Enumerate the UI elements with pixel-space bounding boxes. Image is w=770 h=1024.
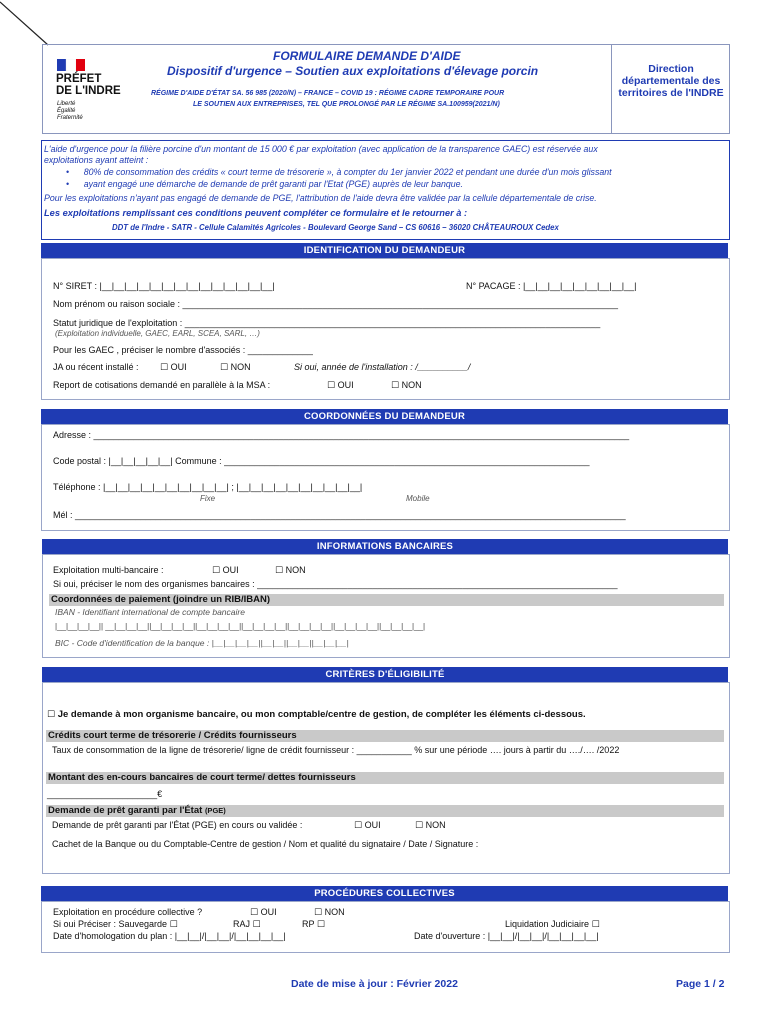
pge-title: Demande de prêt garanti par l'État (PGE) [46, 805, 724, 817]
ouverture-field[interactable]: Date d'ouverture : |__|__|/|__|__|/|__|__|__|__| [414, 931, 599, 941]
checkbox-icon[interactable]: ☐ [354, 821, 363, 831]
taux-field[interactable]: Taux de consommation de la ligne de trésorerie/ ligne de crédit fournisseur : ___________ % sur une période …. jours à partir du …./…. /2022 [52, 745, 620, 755]
regime-line-2: LE SOUTIEN AUX ENTREPRISES, TEL QUE PROLONGÉ PAR LE RÉGIME SA.100959(2021/N) [193, 101, 500, 108]
liquidation-checkbox[interactable]: Liquidation Judiciaire ☐ [505, 919, 600, 930]
logo-motto: Liberté Égalité Fraternité [57, 101, 83, 121]
procedure-oui-checkbox[interactable]: ☐ OUI [250, 907, 277, 918]
statut-hint: (Exploitation individuelle, GAEC, EARL, SCEA, SARL, …) [55, 329, 260, 338]
adresse-field[interactable]: Adresse : ___________________________________________________________________________________________________________ [53, 430, 630, 440]
marianne-logo [57, 59, 85, 71]
rp-checkbox[interactable]: RP ☐ [302, 919, 325, 930]
intro-address: DDT de l'Indre - SATR - Cellule Calamités Agricoles - Boulevard George Sand – CS 60616 – 36020 CHÂTEAUROUX Cedex [112, 223, 559, 232]
pacage-field[interactable]: N° PACAGE : |__|__|__|__|__|__|__|__|__| [466, 281, 637, 291]
gaec-field[interactable]: Pour les GAEC , préciser le nombre d'associés : _____________ [53, 345, 313, 355]
logo-prefet: PRÉFET [56, 73, 102, 85]
identification-header: IDENTIFICATION DU DEMANDEUR [41, 243, 728, 258]
code-postal-field[interactable]: Code postal : |__|__|__|__|__| Commune : _________________________________________________________________________ [53, 456, 590, 466]
checkbox-icon[interactable]: ☐ [275, 566, 284, 576]
siret-field[interactable]: N° SIRET : |__|__|__|__|__|__|__|__|__|__|__|__|__|__| [53, 281, 275, 291]
homologation-field[interactable]: Date d'homologation du plan : |__|__|/|__|__|/|__|__|__|__| [53, 931, 286, 941]
multi-label: Exploitation multi-bancaire : [53, 565, 164, 575]
annee-installation[interactable]: Si oui, année de l'installation : /__________/ [294, 362, 471, 372]
montant-title: Montant des en-cours bancaires de court terme/ dettes fournisseurs [46, 772, 724, 784]
direction-label: Direction départementale des territoires de l'INDRE [618, 63, 724, 99]
ja-non-checkbox[interactable]: ☐ NON [220, 362, 251, 373]
checkbox-icon[interactable]: ☐ [220, 363, 229, 373]
coordonnees-header: COORDONNÉES DU DEMANDEUR [41, 409, 728, 424]
header-divider [611, 45, 612, 133]
checkbox-icon[interactable]: ☐ [169, 920, 178, 930]
bullet-2: • ayant engagé une démarche de demande de prêt garanti par l'Etat (PGE) auprès de leur banque. [66, 179, 463, 189]
bullet-1: • 80% de consommation des crédits « court terme de trésorerie », à compter du 1er janvier 2022 et pendant une durée d'un mois glissant [66, 167, 612, 177]
intro-line-4: Les exploitations remplissant ces conditions peuvent compléter ce formulaire et le retourner à : [44, 208, 468, 218]
criteres-header: CRITÈRES D'ÉLIGIBILITÉ [42, 667, 728, 682]
checkbox-icon[interactable]: ☐ [327, 381, 336, 391]
checkbox-icon[interactable]: ☐ [160, 363, 169, 373]
iban-label: IBAN - Identifiant international de compte bancaire [55, 607, 245, 617]
iban-field[interactable]: |__|__|__|__|| __|__|__|__||__|__|__|__||__|__|__|__||__|__|__|__||__|__|__|__||__|__|__|__||__|__|__|__| [55, 622, 426, 631]
multi-oui-checkbox[interactable]: ☐ OUI [212, 565, 239, 576]
intro-line-3: Pour les exploitations n'ayant pas engagé de demande de PGE, l'attribution de l'aide devra être validée par la cellule départementale de crise. [44, 193, 597, 203]
bic-field[interactable]: BIC - Code d'identification de la banque : |__|__|__|__||__|__||__|__||__|__|__| [55, 638, 349, 648]
pge-label: Demande de prêt garanti par l'État (PGE) en cours ou validée : [52, 820, 303, 830]
cachet-label: Cachet de la Banque ou du Comptable-Centre de gestion / Nom et qualité du signataire / Date / Signature : [52, 839, 479, 849]
intro-box [41, 140, 730, 240]
pge-non-checkbox[interactable]: ☐ NON [415, 820, 446, 831]
checkbox-icon[interactable]: ☐ [391, 381, 400, 391]
footer-date: Date de mise à jour : Février 2022 [291, 978, 458, 990]
header-box [42, 44, 730, 134]
mobile-label: Mobile [406, 494, 430, 503]
regime-line-1: RÉGIME D'AIDE D'ÉTAT SA. 56 985 (2020/N) – FRANCE – COVID 19 : RÉGIME CADRE TEMPORAIRE POUR [151, 90, 505, 97]
ja-label: JA ou récent installé : [53, 362, 139, 372]
checkbox-icon[interactable]: ☐ [316, 920, 325, 930]
sauvegarde-checkbox[interactable]: Si oui Préciser : Sauvegarde ☐ [53, 919, 178, 930]
msa-oui-checkbox[interactable]: ☐ OUI [327, 380, 354, 391]
raj-checkbox[interactable]: RAJ ☐ [233, 919, 261, 930]
checkbox-icon[interactable]: ☐ [591, 920, 600, 930]
intro-line-2: exploitations ayant atteint : [44, 155, 149, 165]
form-title: FORMULAIRE DEMANDE D'AIDE [273, 49, 461, 63]
footer-page: Page 1 / 2 [676, 978, 725, 990]
nom-field[interactable]: Nom prénom ou raison sociale : _______________________________________________________________________________________ [53, 299, 619, 309]
checkbox-icon[interactable]: ☐ [212, 566, 221, 576]
bancaires-header: INFORMATIONS BANCAIRES [42, 539, 728, 554]
procedures-header: PROCÉDURES COLLECTIVES [41, 886, 728, 901]
ja-oui-checkbox[interactable]: ☐ OUI [160, 362, 187, 373]
mel-field[interactable]: Mél : ______________________________________________________________________________________________________________ [53, 510, 626, 520]
form-subtitle: Dispositif d'urgence – Soutien aux exploitations d'élevage porcin [167, 64, 539, 78]
multi-non-checkbox[interactable]: ☐ NON [275, 565, 306, 576]
logo-indre: DE L'INDRE [56, 85, 121, 97]
pge-oui-checkbox[interactable]: ☐ OUI [354, 820, 381, 831]
msa-label: Report de cotisations demandé en parallèle à la MSA : [53, 380, 271, 390]
checkbox-icon[interactable]: ☐ [314, 908, 323, 918]
montant-field[interactable]: ______________________€ [47, 789, 163, 799]
coord-paiement-title: Coordonnées de paiement (joindre un RIB/IBAN) [49, 594, 724, 606]
corner-line [0, 0, 60, 50]
procedure-label: Exploitation en procédure collective ? [53, 907, 203, 917]
checkbox-icon[interactable]: ☐ [252, 920, 261, 930]
procedure-non-checkbox[interactable]: ☐ NON [314, 907, 345, 918]
checkbox-icon[interactable]: ☐ [250, 908, 259, 918]
statut-field[interactable]: Statut juridique de l'exploitation : ___________________________________________________________________________________ [53, 318, 601, 328]
fixe-label: Fixe [200, 494, 216, 503]
checkbox-icon[interactable]: ☐ [415, 821, 424, 831]
credits-title: Crédits court terme de trésorerie / Crédits fournisseurs [46, 730, 724, 742]
organismes-field[interactable]: Si oui, préciser le nom des organismes bancaires : ________________________________________________________________________ [53, 579, 618, 589]
checkbox-icon[interactable]: ☐ [47, 710, 56, 720]
demande-checkbox[interactable]: ☐ Je demande à mon organisme bancaire, ou mon comptable/centre de gestion, de compléter les éléments ci-dessous. [47, 709, 586, 720]
intro-line-1: L'aide d'urgence pour la filière porcine d'un montant de 15 000 € par exploitation (avec application de la transparence GAEC) est réservée aux [44, 144, 598, 154]
msa-non-checkbox[interactable]: ☐ NON [391, 380, 422, 391]
telephone-field[interactable]: Téléphone : |__|__|__|__|__|__|__|__|__|__| ; |__|__|__|__|__|__|__|__|__|__| [53, 482, 363, 492]
